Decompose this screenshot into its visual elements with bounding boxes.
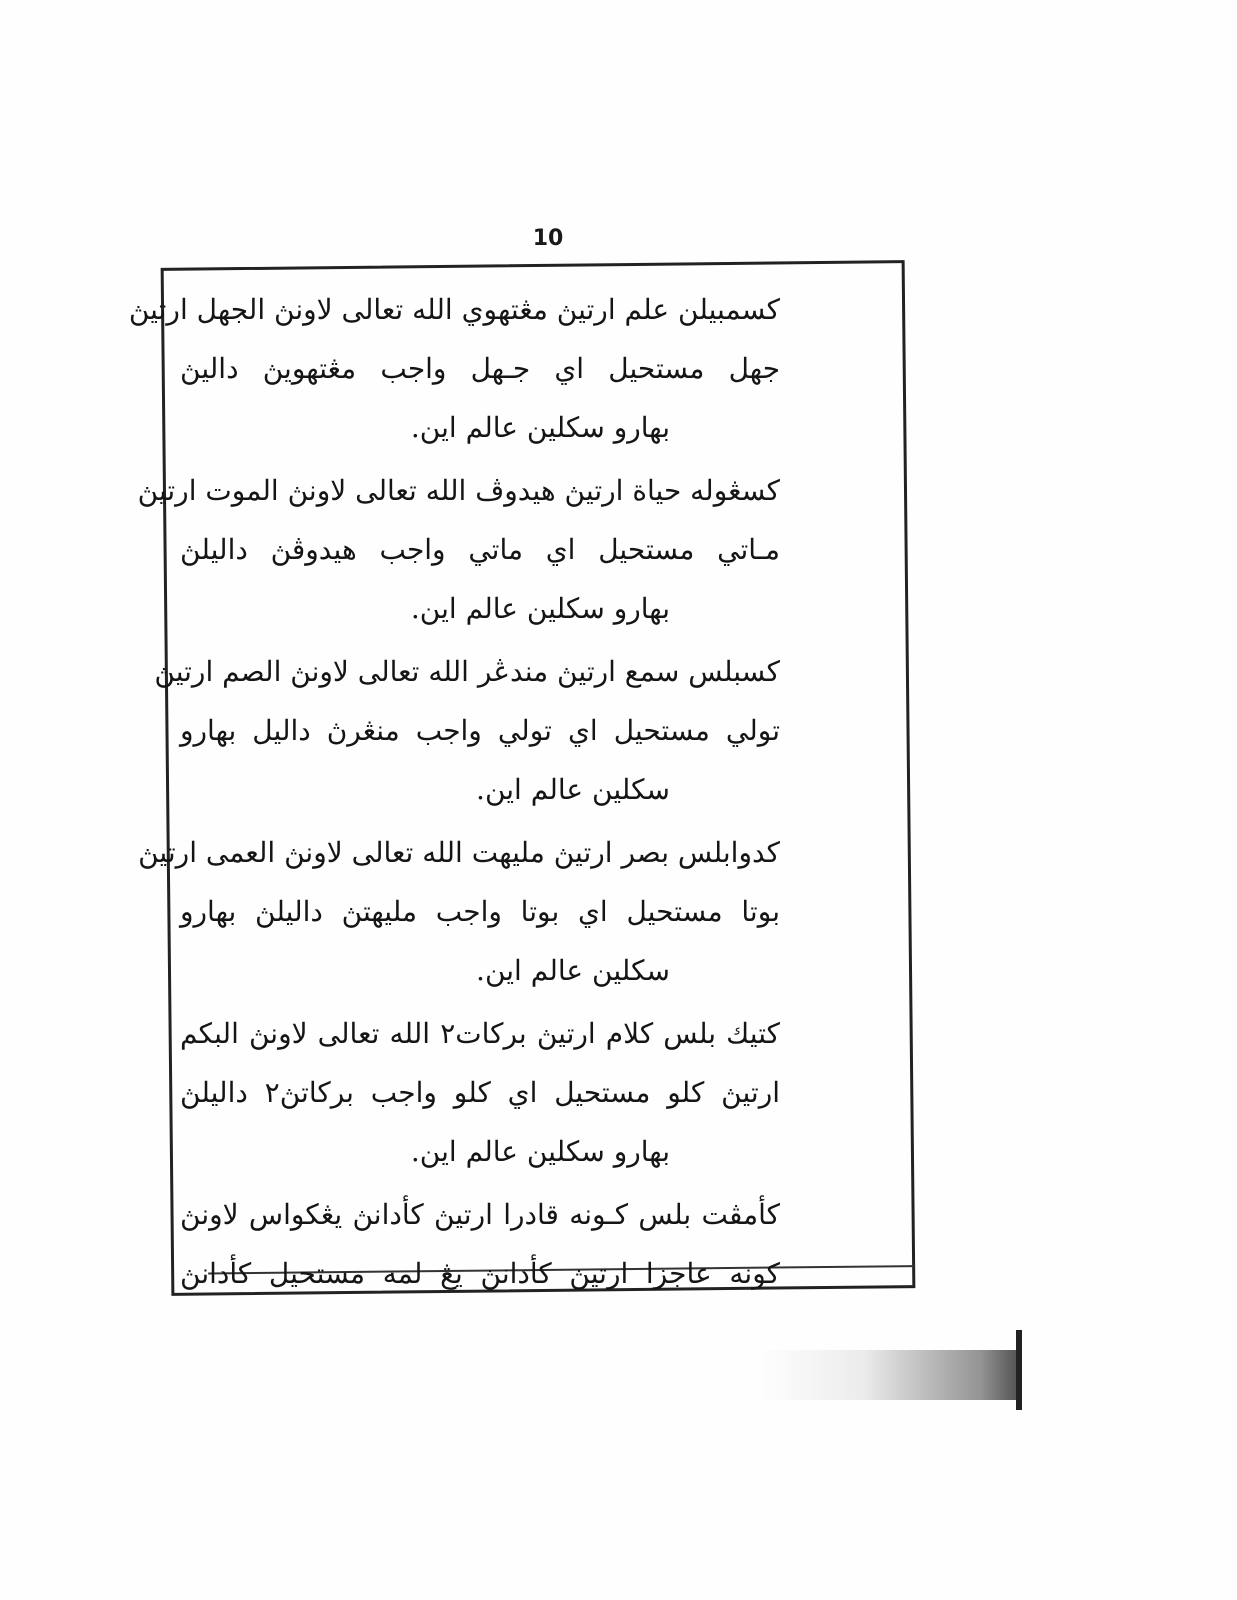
text-line: كونه عاجزا ارتيڽ كأدانڽ يڠ لمه مستحيل كأدانڽ — [180, 1257, 780, 1290]
text-line: تولي مستحيل اي تولي واجب منڠرڽ داليل بهارو — [180, 714, 780, 747]
text-line: كسبلس سمع ارتيڽ مندڠر الله تعالى لاونڽ الصم ارتيڽ — [154, 655, 780, 688]
text-line: بوتا مستحيل اي بوتا واجب مليهتڽ داليلڽ بهارو — [180, 895, 780, 928]
scan-shadow-artifact — [760, 1350, 1020, 1400]
text-line: كسمبيلن علم ارتيڽ مڠتهوي الله تعالى لاونڽ الجهل ارتيڽ — [128, 293, 780, 326]
paragraph-2 — [137, 461, 780, 638]
text-line: كأمڤت بلس كـونه قادرا ارتيڽ كأدانڽ يڠكواس لاونڽ — [180, 1198, 780, 1231]
scan-edge-artifact — [1016, 1330, 1022, 1410]
text-line: كسڠوله حياة ارتيڽ هيدوڤ الله تعالى لاونڽ الموت ارتيڽ — [137, 474, 780, 507]
text-line: كدوابلس بصر ارتيڽ مليهت الله تعالى لاونڽ العمى ارتيڽ — [138, 836, 780, 869]
page-number: 10 — [532, 226, 564, 251]
arabic-text-block — [128, 280, 780, 1307]
text-line: بهارو سكلين عالم اين. — [410, 1135, 670, 1168]
text-line: سكلين عالم اين. — [476, 954, 670, 987]
text-line: كتيك بلس كلام ارتيڽ بركات٢ الله تعالى لاونڽ البكم — [180, 1017, 780, 1050]
paragraph-5 — [180, 1004, 780, 1181]
text-line: سكلين عالم اين. — [476, 773, 670, 806]
text-line: جهل مستحيل اي جـهل واجب مڠتهويڽ داليڽ — [180, 352, 780, 385]
text-line: بهارو سكلين عالم اين. — [410, 592, 670, 625]
text-line: مـاتي مستحيل اي ماتي واجب هيدوڤڽ داليلڽ — [180, 533, 780, 566]
paragraph-3 — [154, 642, 780, 819]
text-line: ارتيڽ كلو مستحيل اي كلو واجب بركاتڽ٢ داليلڽ — [180, 1076, 780, 1109]
paragraph-1 — [128, 280, 780, 457]
paragraph-4 — [138, 823, 780, 1000]
paragraph-6 — [180, 1185, 780, 1303]
text-line: بهارو سكلين عالم اين. — [410, 411, 670, 444]
